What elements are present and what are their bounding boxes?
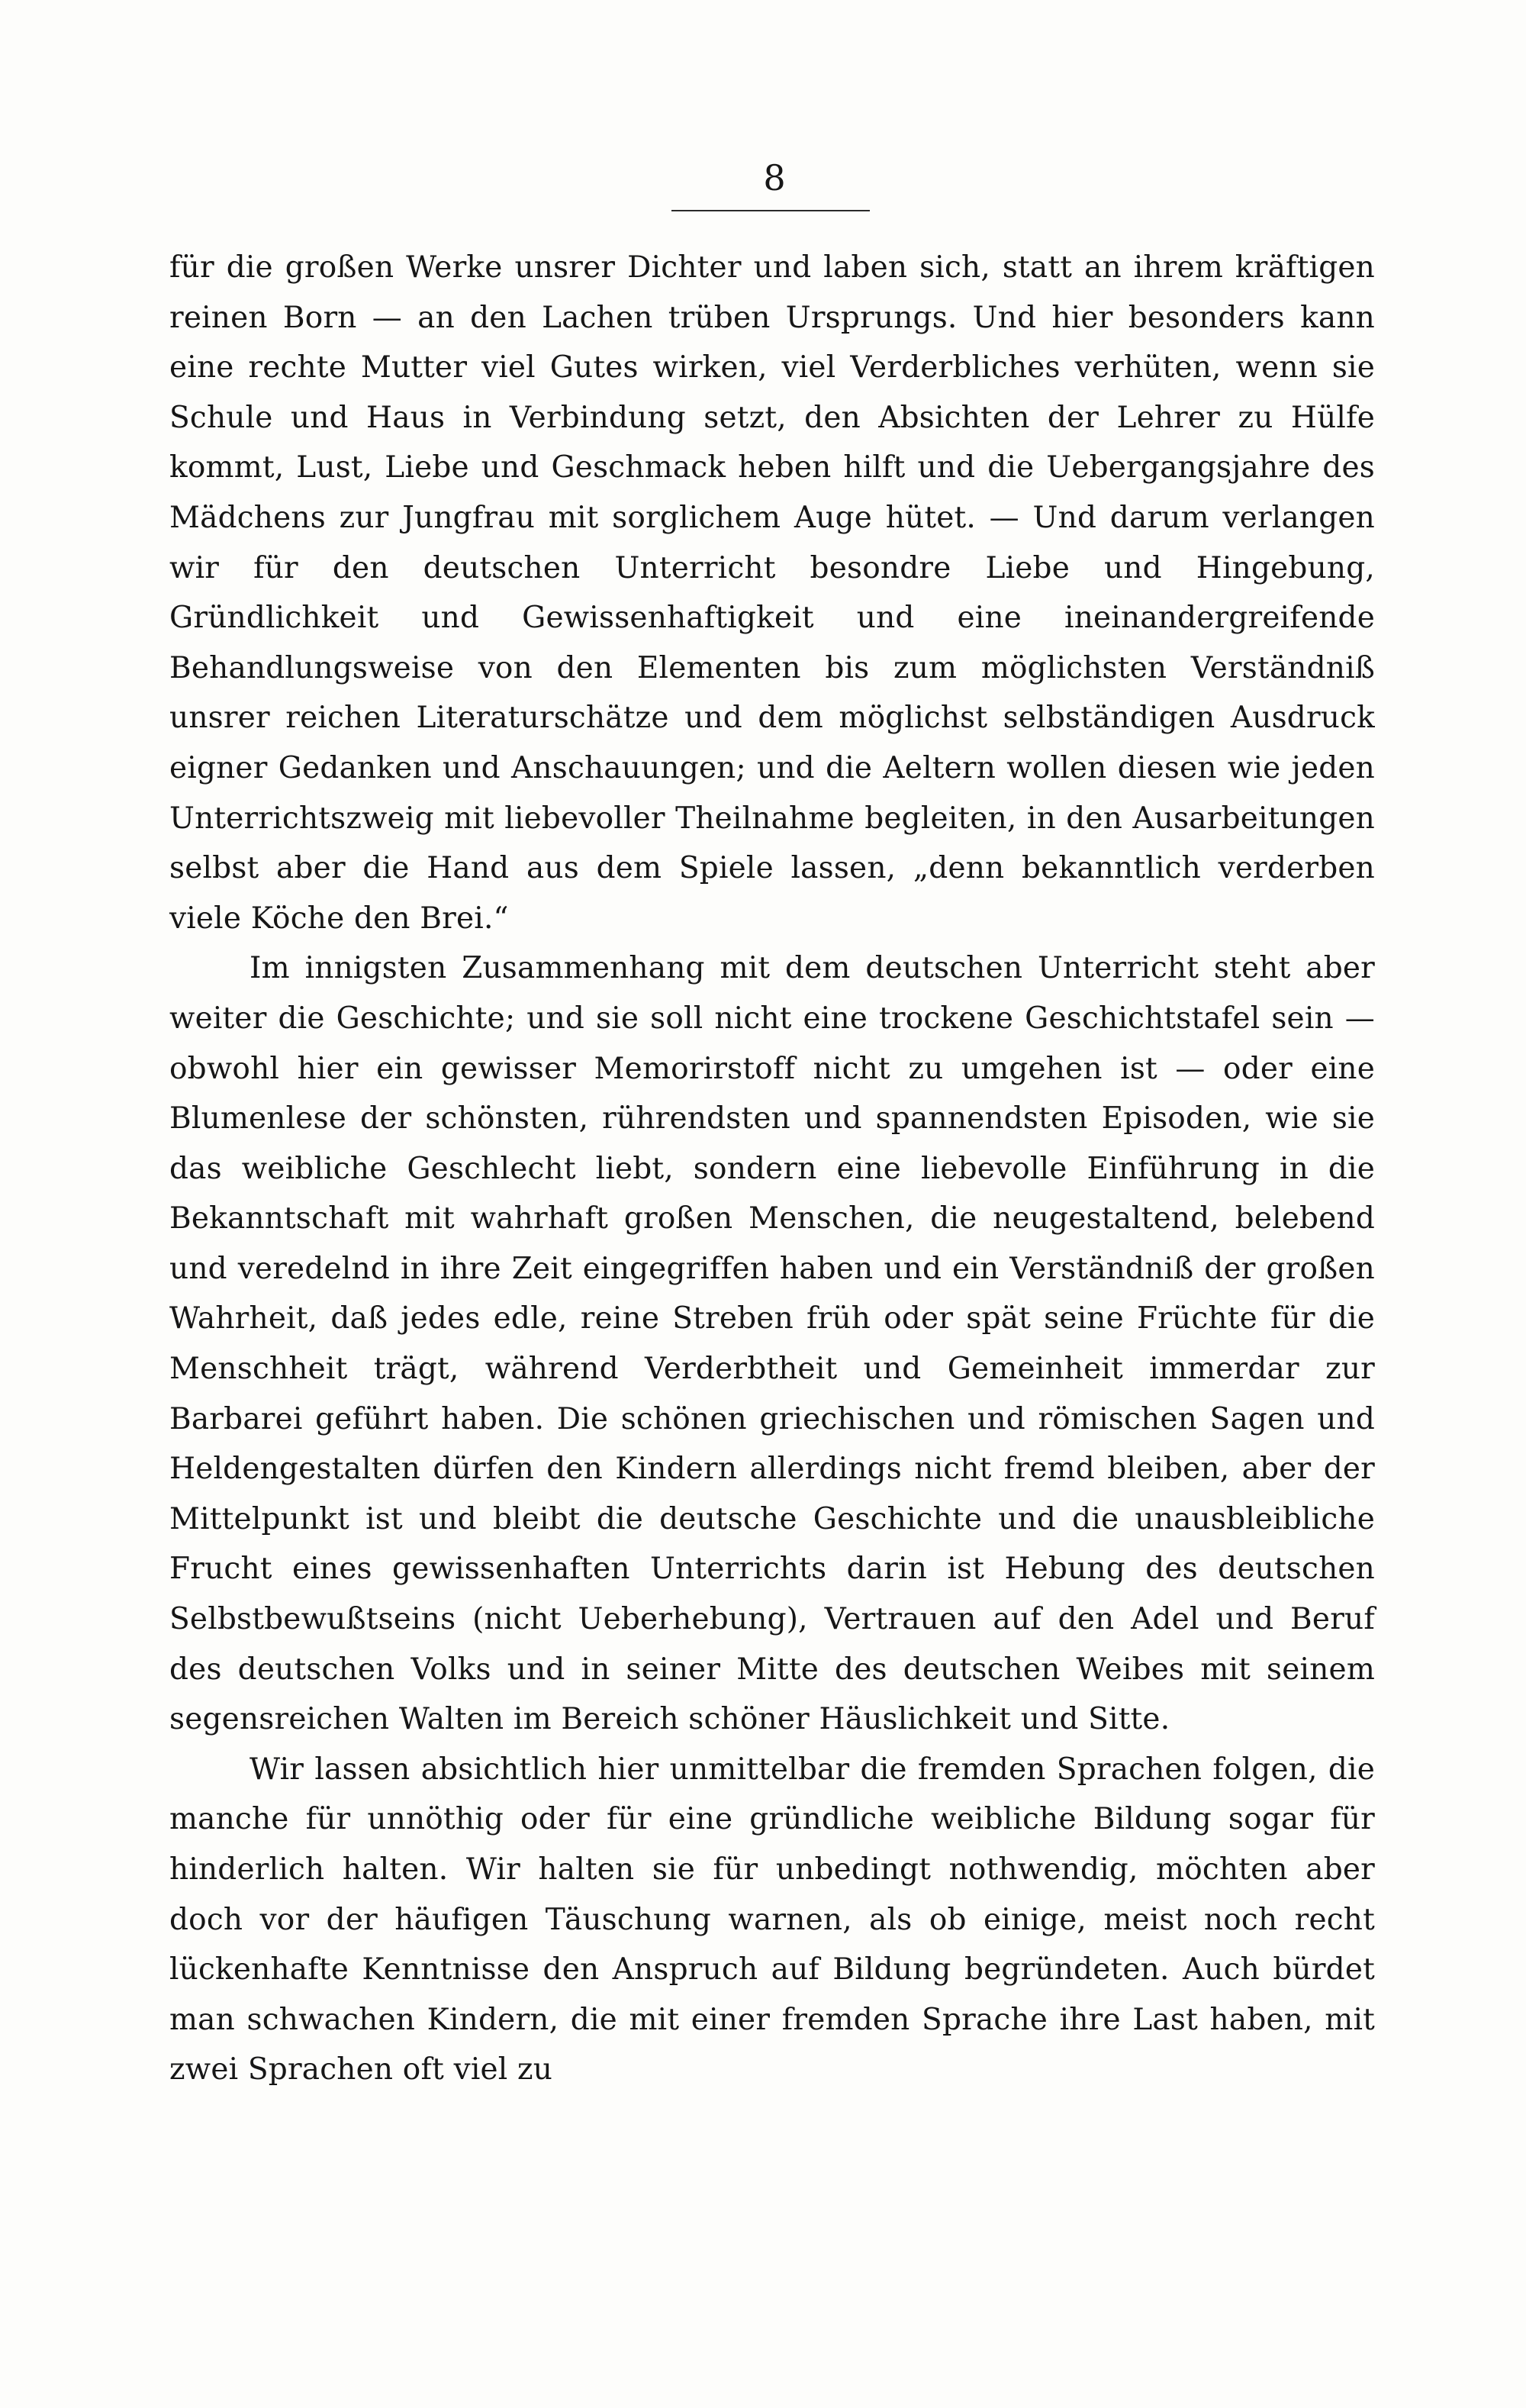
- paragraph-1: für die großen Werke unsrer Dichter und laben sich, statt an ihrem kräftigen reinen Born — an den Lachen trüben Ursprungs. Und hier besonders kann eine rechte Mutter viel Gutes wirken, viel Verderbliches verhüten, wenn sie Schule und Haus in Verbindung setzt, den Absichten der Lehrer zu Hülfe kommt, Lust, Liebe und Geschmack heben hilft und die Uebergangsjahre des Mädchens zur Jungfrau mit sorglichem Auge hütet. — Und darum verlangen wir für den deutschen Unterricht besondre Liebe und Hingebung, Gründlichkeit und Gewissenhaftigkeit und eine ineinandergreifende Behandlungsweise von den Elementen bis zum möglichsten Verständniß unsrer reichen Literaturschätze und dem möglichst selbständigen Ausdruck eigner Gedanken und Anschauungen; und die Aeltern wollen diesen wie jeden Unterrichtszweig mit liebevoller Theilnahme begleiten, in den Ausarbeitungen selbst aber die Hand aus dem Spiele lassen, „denn bekanntlich verderben viele Köche den Brei.“: [169, 250, 1375, 936]
- body-text: [169, 243, 1375, 2095]
- paragraph-2: Im innigsten Zusammenhang mit dem deutschen Unterricht steht aber weiter die Geschichte; und sie soll nicht eine trockene Geschichtstafel sein — obwohl hier ein gewisser Memorirstoff nicht zu umgehen ist — oder eine Blumenlese der schönsten, rührendsten und spannendsten Episoden, wie sie das weibliche Geschlecht liebt, sondern eine liebevolle Einführung in die Bekanntschaft mit wahrhaft großen Menschen, die neugestaltend, belebend und veredelnd in ihre Zeit eingegriffen haben und ein Verständniß der großen Wahrheit, daß jedes edle, reine Streben früh oder spät seine Früchte für die Menschheit trägt, während Verderbtheit und Gemeinheit immerdar zur Barbarei geführt haben. Die schönen griechischen und römischen Sagen und Heldengestalten dürfen den Kindern allerdings nicht fremd bleiben, aber der Mittelpunkt ist und bleibt die deutsche Geschichte und die unausbleibliche Frucht eines gewissenhaften Unterrichts darin ist Hebung des deutschen Selbstbewußtseins (nicht Ueberhebung), Vertrauen auf den Adel und Beruf des deutschen Volks und in seiner Mitte des deutschen Weibes mit seinem segensreichen Walten im Bereich schöner Häuslichkeit und Sitte.: [169, 951, 1375, 1737]
- header-rule: [671, 210, 870, 211]
- page-number: 8: [763, 157, 786, 198]
- paragraph-3: Wir lassen absichtlich hier unmittelbar die fremden Sprachen folgen, die manche für unnöthig oder für eine gründliche weibliche Bildung sogar für hinderlich halten. Wir halten sie für unbedingt nothwendig, möchten aber doch vor der häufigen Täuschung warnen, als ob einige, meist noch recht lückenhafte Kenntnisse den Anspruch auf Bildung begründeten. Auch bürdet man schwachen Kindern, die mit einer fremden Sprache ihre Last haben, mit zwei Sprachen oft viel zu: [169, 1752, 1375, 2087]
